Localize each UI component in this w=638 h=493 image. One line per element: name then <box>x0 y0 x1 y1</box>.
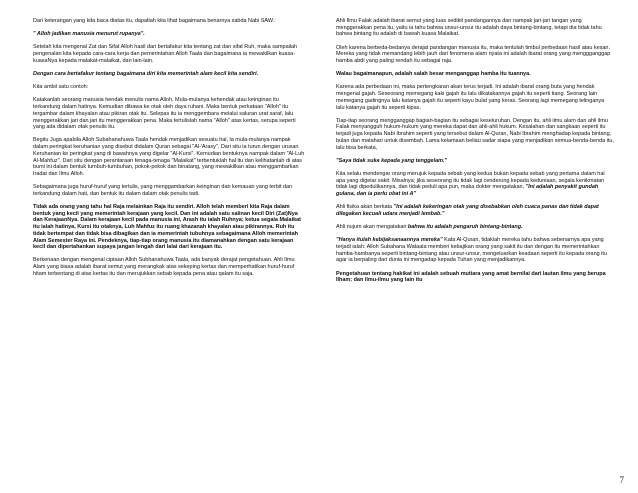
paragraph: " Alloh jadikan manusia menurut rupanya". <box>33 31 145 38</box>
text-run: "Ini adalah kekeringan otak yang disebabkan oleh cuaca panas dan tidak dapat dilegakan kecuali udara menjadi lembab." <box>336 204 599 217</box>
right-column <box>336 18 614 291</box>
paragraph <box>336 204 614 217</box>
paragraph: Sebagaimana juga huruf-huruf yang tertulis, yang menggambarkan keinginan dan kemauan yang terbit dan terkandung dalam hati, dan bentuk itu dalam dalam otak penulis tadi. <box>33 184 293 197</box>
text-run: bahwa itu adalah pengaruh bintang-bintang. <box>407 224 523 231</box>
text-run: Ahli fisika akan berkata <box>336 204 394 211</box>
paragraph: Katakanlah seorang manusia hendak menulis nama Alloh. Mula-mulanya kehendak atau keinginan itu terkandung dalam hatinya. Kemudian dibawa ke otak oleh daya ruhani. Maka bentuk perkataan "Alloh" itu tergambar dalam khayalan atau pikiran otak itu. Selepas itu ia menggembara melalui saluran urat saraf, lalu menggerakkan jari dan jari itu menggerakkan pena. Maka tertulislah nama "Alloh" atas kertas, serupa seperti yang ada didalam otak penulis itu. <box>33 97 296 131</box>
text-run: Kita selalu mendengar orang merujuk kepada sebab yang kedua bukan kepada sebab yang pertama dalam hal apa yang digelar sakit. Misalnya; jika seseorang itu tidak lagi cenderung kepada keduniaan, segala kenikmatan tidak lagi dipedulikannya, dan tidak peduli apa pun, maka dokter mengatakan, <box>336 170 605 191</box>
paragraph: Ahli Ilmu Falak adalah ibarat semut yang luas sedikit pandangannya dan nampak jari-jari tangan yang menggerakkan pena itu, yaitu ia tahu bahwa unsur-unsur itu adalah daya bintang-bintang, tetapi dia tidak tahu bahwa bintang itu adalah di bawah kuasa Malaikat. <box>336 18 602 38</box>
paragraph: Tidak ada orang yang tahu hal Raja melainkan Raja itu sendiri. Alloh telah memberi kita Raja dalam bentuk yang kecil yang memerintah kerajaan yang kecil. Dan ini adalah satu salinan kecil Diri (Zat)Nya dan KerajaanNya. Dalam kerajaan kecil pada manusia ini, Arash itu ialah Ruhnya; ketua segala Malaikat itu ialah hatinya, Kursi itu otaknya, Luh Mahfuz itu ruang khazanah khayalan atau pikirannya. Ruh itu tidak bertempat dan tidak bisa dibagikan dan ia memerintah tubuhnya sebagaimana Alloh memerintah Alam Semester Raya ini. Pendeknya, tiap-tiap orang manusia itu diamanahkan dengan satu kerajaan kecil dan dipertahankan supaya jangan lengah dari lalai dari kerajaan itu. <box>33 204 301 251</box>
text-run: "Hanya itulah kebijaksanaannya mereka" <box>336 237 443 244</box>
paragraph <box>336 171 614 198</box>
paragraph: "Saya tidak suka kepada yang tenggelam." <box>336 157 448 164</box>
paragraph: Walau bagaimanapun, adalah salah besar menganggap hamba itu tuannya. <box>336 71 531 78</box>
paragraph <box>336 224 614 231</box>
page-number: 7 <box>619 475 624 485</box>
paragraph: Setelah kita mengenal Zat dan Sifat Alloh hasil dari bertafakur kita tentang zat dan sifat Ruh, maka sampailah pengenalan kita kepada cara-cara kerja dan pemerintahan Alloh Taala dan bagaimana ia mewakilkan kuasa-kuasaNya kepada malakat-malaikat, dan lain-lain. <box>33 44 298 64</box>
paragraph: Dengan cara bertafakur tentang bagaimana diri kita memerintah alam kecil kita sendiri. <box>33 71 259 78</box>
text-run: Kata Al-Quran, tidaklah mereka tahu bahwa sebenarnya apa yang terjadi ialah: Alloh Subahana Wataala memberi kebajikan orang yang sakit itu dan dengan itu memerintahkan hamba-hambanya seperti bintang-bintang atau unsur-unsur, mengeluarkan keadaan seperti itu kepada orang itu agar ia berpaling dari dunia ini mengadap kepada Tuhan yang menjadikannya. <box>336 237 607 264</box>
paragraph <box>336 237 614 264</box>
paragraph: Tiap-tiap seorang mengganggap bagian-bagian itu sebagai keseluruhan. Dengan itu, ahli ilmu alam dan ahli ilmu Falak menyangguh hukum-hukum yang mereka dapat dan ahli-ahli hukum. Kesalahan dan sangkaan seperti itu terjadi juga kepada Nabi Ibrahim seperti yang tersebut dalam Al-Quran, Nabi Ibrahim menghadap kepada bintang, bulan dan matahari untuk disembah. Lama kelamaan beliau sadar siapa yang menjadikan semua-benda-benda itu, lalu bisa berkata, <box>336 117 614 151</box>
paragraph: Dari keterangan yang kita baca diatas itu, dapatlah kita lihat bagaimana benarnya sabda Nabi SAW.: <box>33 18 276 24</box>
paragraph: Pengetahuan tentang hakikat ini adalah sebuah mutiara yang amat bernilai dari lautan ilmu yang berupa Ilham; dan ilmu-ilmu yang lain itu <box>336 270 606 284</box>
text-run: Ahli nujum akan mengatakan <box>336 224 408 231</box>
paragraph: Berkenaan dengan mengenal ciptaan Alloh Subhanahuwa Taala, ada banyak derajat pengetahuan. Ahli Ilmu Alam yang biasa adalah ibarat semut yang merangkak atas sekeping kertas dan memperhatikan huruf-huruf hitam terbentang di atas kertas itu dan merujukkan sebab kepada pena atau qalam itu saja. <box>33 257 295 277</box>
paragraph: Begitu Juga apabila Alloh Subahanahuwa Taala hendak menjadikan sesuatu hal, la mula-mulanya nampak dalam peringkat keruhanian yang disebut didalam Quran sebagai "Al-'Arasy". Dari situ ia turun dengan urusan Keruhanian ke peringkat yang di bawahnya yang digelar "Al-Kursi". Kemudian bentuknya nampak dalam "Al-Luh Al-Mahfuz". Dari situ dengan perantaraan tenaga-tenaga "Malaikat" terbentuklah hal itu dan kelihatanlah di atas bumi ini dalam bentuk tumbuh-tumbuhan, pokok-pokok dan binatang, yang mewakilkan atau menggambarkan Iradat dan Ilmu Alloh. <box>33 137 305 177</box>
paragraph: Karena ada perbedaan ini, maka pertengkaran akan terus terjadi. Ini adalah ibarat orang buta yang hendak mengenal gajah. Seseorang memegang kaki gajah itu lalu dikatakannya gajah itu seperti tiang. Seorang lain memegang gadingnya lalu katanya gajah itu seperti kayu bulat yang keras. Seorang lagi memegang telinganya lalu katanya gajah itu seperti kipas. <box>336 84 605 111</box>
left-column <box>33 18 305 284</box>
paragraph: Oleh karena berbeda-bedanya derajat pandangan manusia itu, maka tentulah timbul perbedaan hasil atau kesan. Mereka yang tidak memandang lebih jauh dari fenomena alam nyata ini adalah ibarat orang yang menggganggap hamba abdi yang paling rendah itu sebagai raja. <box>336 44 611 65</box>
paragraph: Kita ambil satu contoh: <box>33 84 89 91</box>
text-run: "Ini adalah penyakit gundah gulana, dan ia perlu obat ini A" <box>336 184 599 198</box>
